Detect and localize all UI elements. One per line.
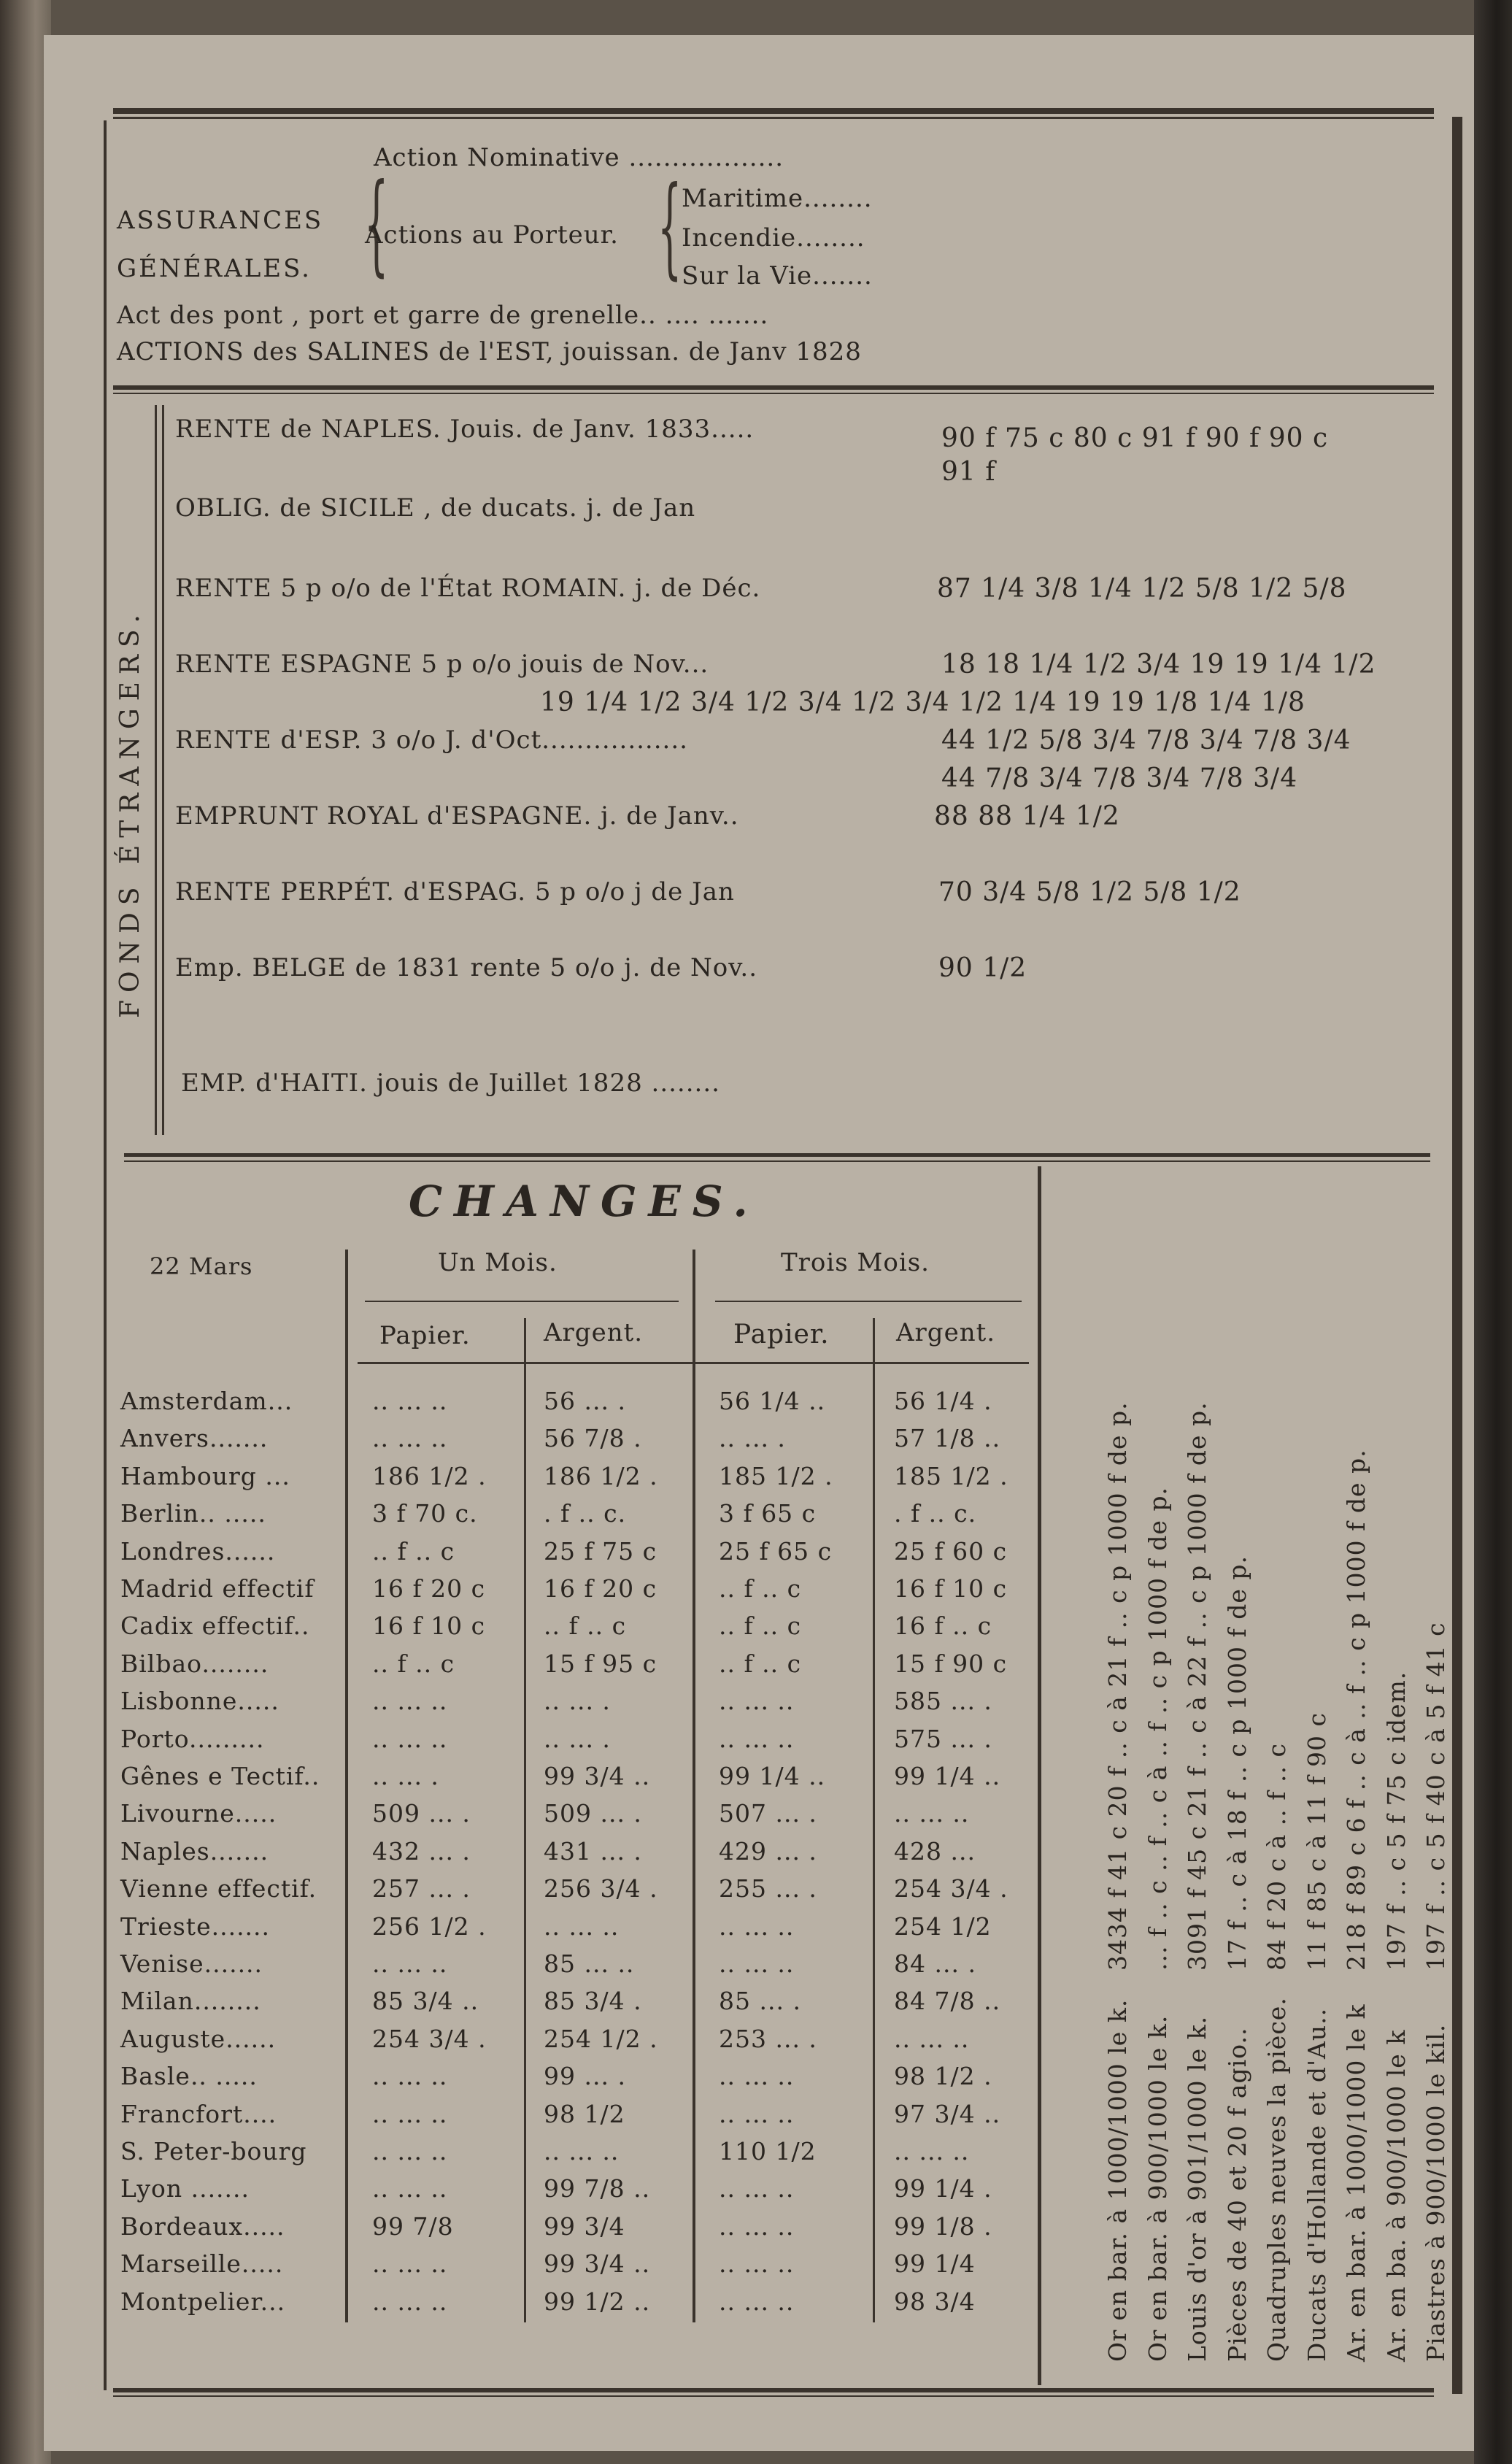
un-mois-argent: 25 f 75 c (544, 1537, 657, 1566)
un-mois-argent: .. f .. c (544, 1612, 627, 1640)
fonds-label: RENTE de NAPLES. Jouis. de Janv. 1833..... (175, 415, 755, 444)
bottom-rule-thin (113, 2395, 1434, 2397)
un-mois-argent: .. ... .. (544, 2137, 620, 2165)
trois-mois-papier: .. f .. c (719, 1612, 802, 1640)
changes-date: 22 Mars (150, 1252, 253, 1280)
fonds-top-rule (113, 385, 1434, 390)
action-nominative: Action Nominative .................. (374, 143, 784, 172)
un-mois-argent: 98 1/2 (544, 2100, 625, 2128)
place-name: Basle.. ..... (120, 2062, 258, 2090)
fonds-label: EMP. d'HAITI. jouis de Juillet 1828 ........ (181, 1069, 720, 1098)
fonds-label: RENTE d'ESP. 3 o/o J. d'Oct................. (175, 725, 688, 755)
trois-mois-argent: 57 1/8 .. (894, 1424, 1001, 1452)
un-mois-papier: .. ... . (372, 1762, 439, 1790)
un-mois-papier: .. ... .. (372, 1424, 448, 1452)
maritime: Maritime........ (682, 184, 873, 213)
un-mois-argent: 254 1/2 . (544, 2025, 658, 2053)
top-rule-thin (113, 117, 1434, 119)
generales-title: GÉNÉRALES. (117, 254, 312, 283)
metal-price: 3091 f 45 c 21 f .. c à 22 f .. c p 1000 f de p. (1183, 1401, 1211, 1971)
trois-mois-argent: 98 3/4 (894, 2287, 976, 2316)
actions-porteur: Actions au Porteur. (365, 220, 619, 250)
metal-price: 11 f 85 c à 11 f 90 c (1303, 1712, 1331, 1971)
changes-title: CHANGES. (409, 1177, 760, 1226)
trois-mois-argent: 99 1/4 . (894, 2174, 992, 2203)
un-mois-papier: 254 3/4 . (372, 2025, 487, 2053)
fonds-label: OBLIG. de SICILE , de ducats. j. de Jan (175, 493, 696, 523)
assurances-title: ASSURANCES (117, 206, 324, 235)
changes-top-rule-thin (124, 1160, 1430, 1162)
col-divider-3 (873, 1318, 875, 2322)
un-mois-papier: .. ... .. (372, 2287, 448, 2316)
metal-label: Ducats d'Hollande et d'Au.. (1303, 2007, 1331, 2362)
un-mois-argent: .. ... . (544, 1687, 611, 1715)
trois-mois-argent: 16 f 10 c (894, 1574, 1008, 1603)
metal-price: 197 f .. c 5 f 40 c à 5 f 41 c (1422, 1622, 1450, 1971)
trois-mois-papier: 507 ... . (719, 1799, 817, 1828)
un-mois-argent: 85 3/4 . (544, 1987, 642, 2015)
trois-mois-header: Trois Mois. (781, 1248, 930, 1277)
fonds-value: 18 18 1/4 1/2 3/4 19 19 1/4 1/2 (941, 650, 1376, 679)
un-mois-argent: 509 ... . (544, 1799, 642, 1828)
trois-mois-papier: .. f .. c (719, 1649, 802, 1678)
un-mois-papier: .. ... .. (372, 1387, 448, 1415)
un-mois-papier: .. ... .. (372, 1725, 448, 1753)
un-mois-papier: 432 ... . (372, 1837, 471, 1866)
trois-mois-argent: 254 1/2 (894, 1912, 992, 1941)
trois-mois-argent: 15 f 90 c (894, 1649, 1008, 1678)
un-mois-papier: .. ... .. (372, 1687, 448, 1715)
trois-mois-argent: 428 ... (894, 1837, 976, 1866)
trois-mois-argent: 97 3/4 .. (894, 2100, 1001, 2128)
metal-label: Louis d'or à 901/1000 le k. (1183, 2015, 1211, 2362)
un-mois-papier: 509 ... . (372, 1799, 471, 1828)
un-mois-argent: 99 7/8 .. (544, 2174, 651, 2203)
place-name: Lyon ....... (120, 2174, 250, 2203)
trois-mois-underline (715, 1301, 1022, 1302)
salines-line: ACTIONS des SALINES de l'EST, jouissan. de Janv 1828 (117, 337, 862, 366)
un-mois-papier: .. f .. c (372, 1649, 455, 1678)
trois-mois-argent: 575 ... . (894, 1725, 992, 1753)
trois-mois-papier: .. ... .. (719, 2062, 795, 2090)
place-name: Francfort.... (120, 2100, 277, 2128)
un-mois-argent: 56 ... . (544, 1387, 626, 1415)
un-mois-papier: .. f .. c (372, 1537, 455, 1566)
trois-mois-papier: 99 1/4 .. (719, 1762, 826, 1790)
un-mois-argent: 99 ... . (544, 2062, 626, 2090)
un-mois-papier: .. ... .. (372, 2062, 448, 2090)
trois-mois-papier: .. ... .. (719, 2287, 795, 2316)
place-name: Bordeaux..... (120, 2212, 285, 2241)
trois-mois-papier: 25 f 65 c (719, 1537, 833, 1566)
incendie: Incendie........ (682, 223, 865, 253)
place-name: Amsterdam... (120, 1387, 293, 1415)
un-mois-argent: 99 3/4 .. (544, 2249, 651, 2278)
trois-mois-argent: 16 f .. c (894, 1612, 992, 1640)
un-mois-argent: 186 1/2 . (544, 1462, 658, 1490)
un-mois-argent: 99 3/4 .. (544, 1762, 651, 1790)
place-name: Gênes e Tectif.. (120, 1762, 320, 1790)
trois-mois-papier: .. ... .. (719, 1687, 795, 1715)
sur-la-vie: Sur la Vie....... (682, 261, 873, 290)
trois-mois-argent: .. ... .. (894, 2025, 970, 2053)
fonds-value: 70 3/4 5/8 1/2 5/8 1/2 (938, 877, 1241, 907)
col-divider-2 (693, 1250, 695, 2322)
un-mois-underline (365, 1301, 679, 1302)
trois-mois-argent: 585 ... . (894, 1687, 992, 1715)
right-frame-rule (1452, 117, 1462, 2394)
un-mois-argent: 85 ... .. (544, 1949, 635, 1978)
trois-mois-papier: .. ... .. (719, 2249, 795, 2278)
fonds-value: 90 f 75 c 80 c 91 f 90 f 90 c (941, 423, 1329, 453)
top-double-rule (113, 108, 1434, 114)
un-mois-argent: . f .. c. (544, 1499, 627, 1528)
trois-mois-argent: .. ... .. (894, 2137, 970, 2165)
un-mois-argent: 431 ... . (544, 1837, 642, 1866)
un-mois-argent: 56 7/8 . (544, 1424, 642, 1452)
trois-mois-papier: .. ... .. (719, 1725, 795, 1753)
place-name: Venise....... (120, 1949, 263, 1978)
trois-mois-papier-header: Papier. (733, 1320, 830, 1350)
trois-mois-papier: .. ... .. (719, 2212, 795, 2241)
trois-mois-papier: .. f .. c (719, 1574, 802, 1603)
un-mois-papier: 16 f 20 c (372, 1574, 486, 1603)
fonds-value-cont: 44 7/8 3/4 7/8 3/4 7/8 3/4 (941, 763, 1298, 793)
metal-label: Quadruples neuves la pièce. (1262, 1997, 1291, 2362)
col-divider-1 (524, 1318, 526, 2322)
fonds-divider-1 (155, 405, 157, 1135)
trois-mois-argent: 99 1/8 . (894, 2212, 992, 2241)
un-mois-papier: 99 7/8 (372, 2212, 454, 2241)
place-name: Milan........ (120, 1987, 261, 2015)
page-edge (1474, 0, 1512, 2464)
un-mois-argent: .. ... .. (544, 1912, 620, 1941)
un-mois-papier: 85 3/4 .. (372, 1987, 479, 2015)
trois-mois-papier: 429 ... . (719, 1837, 817, 1866)
un-mois-papier: 3 f 70 c. (372, 1499, 478, 1528)
trois-mois-papier: .. ... .. (719, 2100, 795, 2128)
trois-mois-argent: 25 f 60 c (894, 1537, 1008, 1566)
place-name: Montpelier... (120, 2287, 286, 2316)
fonds-value: 90 1/2 (938, 953, 1027, 983)
un-mois-papier: .. ... .. (372, 2249, 448, 2278)
metal-label: Ar. en ba. à 900/1000 le k (1382, 2029, 1411, 2362)
metal-price: 84 f 20 c à .. f .. c (1262, 1743, 1291, 1971)
ponts-line: Act des pont , port et garre de grenelle.. .... ....... (117, 301, 769, 330)
trois-mois-argent-header: Argent. (896, 1318, 996, 1347)
place-name: Berlin.. ..... (120, 1499, 266, 1528)
place-name: Porto......... (120, 1725, 265, 1753)
fonds-value-cont: 91 f (941, 457, 996, 487)
trois-mois-argent: 84 7/8 .. (894, 1987, 1001, 2015)
un-mois-papier: .. ... .. (372, 2137, 448, 2165)
fonds-divider-2 (162, 405, 164, 1135)
trois-mois-papier: .. ... .. (719, 1912, 795, 1941)
metal-price: 17 f .. c à 18 f .. c p 1000 f de p. (1223, 1555, 1251, 1971)
un-mois-argent: 16 f 20 c (544, 1574, 657, 1603)
metal-label: Or en bar. à 900/1000 le k. (1143, 2014, 1172, 2362)
fonds-top-rule-thin (113, 393, 1434, 394)
un-mois-argent-header: Argent. (544, 1318, 644, 1347)
fonds-label: RENTE ESPAGNE 5 p o/o jouis de Nov... (175, 650, 709, 679)
fonds-label: RENTE PERPÉT. d'ESPAG. 5 p o/o j de Jan (175, 877, 735, 906)
un-mois-papier: .. ... .. (372, 2174, 448, 2203)
metal-label: Or en bar. à 1000/1000 le k. (1103, 1998, 1132, 2362)
trois-mois-argent: 185 1/2 . (894, 1462, 1008, 1490)
trois-mois-papier: .. ... . (719, 1424, 786, 1452)
un-mois-papier: 256 1/2 . (372, 1912, 487, 1941)
trois-mois-papier: .. ... .. (719, 1949, 795, 1978)
brace-left: { (364, 161, 389, 288)
un-mois-papier: 16 f 10 c (372, 1612, 486, 1640)
changes-top-rule (124, 1153, 1430, 1157)
metal-price: 218 f 89 c 6 f .. c à .. f .. c p 1000 f de p. (1342, 1449, 1370, 1971)
col-divider-0 (345, 1250, 348, 2322)
un-mois-header: Un Mois. (438, 1248, 558, 1277)
left-frame-rule (104, 120, 107, 2390)
trois-mois-argent: .. ... .. (894, 1799, 970, 1828)
brace-right: { (657, 163, 682, 290)
trois-mois-argent: 98 1/2 . (894, 2062, 992, 2090)
trois-mois-argent: . f .. c. (894, 1499, 977, 1528)
place-name: Madrid effectif (120, 1574, 315, 1603)
un-mois-papier: 257 ... . (372, 1874, 471, 1903)
place-name: Marseille..... (120, 2249, 284, 2278)
trois-mois-papier: .. ... .. (719, 2174, 795, 2203)
metal-price: 197 f .. c 5 f 75 c idem. (1382, 1671, 1411, 1971)
place-name: Cadix effectif.. (120, 1612, 310, 1640)
trois-mois-argent: 56 1/4 . (894, 1387, 992, 1415)
place-name: Livourne..... (120, 1799, 277, 1828)
bottom-rule (113, 2388, 1434, 2392)
place-name: S. Peter-bourg (120, 2137, 307, 2165)
place-name: Bilbao........ (120, 1649, 269, 1678)
place-name: Lisbonne..... (120, 1687, 279, 1715)
fonds-value: 87 1/4 3/8 1/4 1/2 5/8 1/2 5/8 (937, 574, 1347, 604)
metal-label: Pièces de 40 et 20 f agio.. (1223, 2027, 1251, 2362)
place-name: Trieste....... (120, 1912, 271, 1941)
un-mois-argent: 99 1/2 .. (544, 2287, 651, 2316)
trois-mois-papier: 253 ... . (719, 2025, 817, 2053)
trois-mois-papier: 110 1/2 (719, 2137, 817, 2165)
place-name: Naples....... (120, 1837, 269, 1866)
fonds-label: EMPRUNT ROYAL d'ESPAGNE. j. de Janv.. (175, 801, 739, 831)
fonds-label: Emp. BELGE de 1831 rente 5 o/o j. de Nov.. (175, 953, 758, 982)
trois-mois-papier: 85 ... . (719, 1987, 801, 2015)
un-mois-papier: 186 1/2 . (372, 1462, 487, 1490)
un-mois-papier: .. ... .. (372, 2100, 448, 2128)
place-name: Londres...... (120, 1537, 276, 1566)
place-name: Vienne effectif. (120, 1874, 317, 1903)
col-divider-4 (1038, 1166, 1041, 2385)
trois-mois-argent: 84 ... . (894, 1949, 976, 1978)
un-mois-argent: 99 3/4 (544, 2212, 625, 2241)
un-mois-papier: .. ... .. (372, 1949, 448, 1978)
place-name: Auguste...... (120, 2025, 277, 2053)
un-mois-argent: .. ... . (544, 1725, 611, 1753)
place-name: Hambourg ... (120, 1462, 290, 1490)
trois-mois-papier: 56 1/4 .. (719, 1387, 826, 1415)
fonds-value: 44 1/2 5/8 3/4 7/8 3/4 7/8 3/4 (941, 725, 1351, 755)
un-mois-argent: 15 f 95 c (544, 1649, 657, 1678)
metal-label: Piastres à 900/1000 le kil. (1422, 2023, 1450, 2362)
un-mois-papier-header: Papier. (379, 1321, 471, 1350)
fonds-vertical-label: FONDS ÉTRANGERS. (115, 607, 145, 1018)
place-name: Anvers....... (120, 1424, 269, 1452)
trois-mois-argent: 99 1/4 (894, 2249, 976, 2278)
trois-mois-papier: 255 ... . (719, 1874, 817, 1903)
metal-label: Ar. en bar. à 1000/1000 le k (1342, 2003, 1370, 2362)
fonds-label: RENTE 5 p o/o de l'État ROMAIN. j. de Déc. (175, 574, 761, 603)
fonds-value-cont: 19 1/4 1/2 3/4 1/2 3/4 1/2 3/4 1/2 1/4 19 19 1/8 1/4 1/8 (540, 688, 1305, 717)
metal-price: ... f .. c .. f .. c à .. f .. c p 1000 f de p. (1143, 1486, 1172, 1971)
un-mois-argent: 256 3/4 . (544, 1874, 658, 1903)
trois-mois-argent: 254 3/4 . (894, 1874, 1008, 1903)
trois-mois-papier: 185 1/2 . (719, 1462, 833, 1490)
trois-mois-papier: 3 f 65 c (719, 1499, 817, 1528)
trois-mois-argent: 99 1/4 .. (894, 1762, 1001, 1790)
fonds-value: 88 88 1/4 1/2 (934, 801, 1120, 831)
metal-price: 3434 f 41 c 20 f .. c à 21 f .. c p 1000 f de p. (1103, 1401, 1132, 1971)
